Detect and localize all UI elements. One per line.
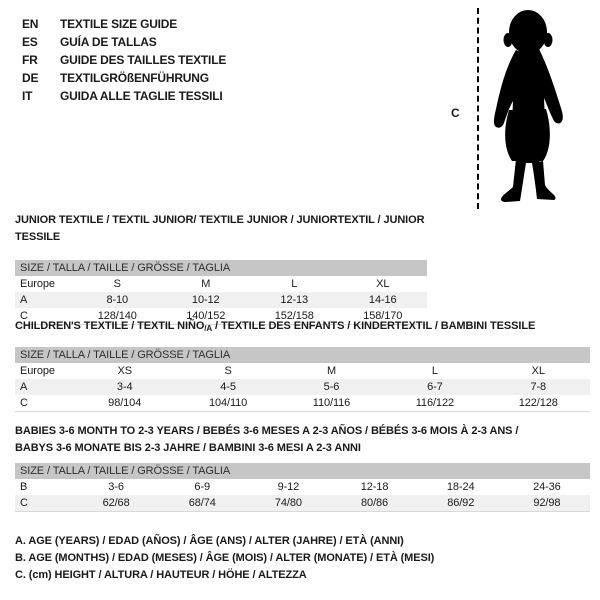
size-header: SIZE / TALLA / TAILLE / GRÖSSE / TAGLIA	[15, 463, 590, 479]
size-cell: 8-10	[106, 294, 129, 306]
children-size-table	[15, 347, 590, 412]
size-cell: 4-5	[220, 381, 236, 393]
title-text: BABYS 3-6 MONATE BIS 2-3 JAHRE / BAMBINI 3-6 MESI A 2-3 ANNI	[15, 442, 361, 454]
language-code: EN	[22, 17, 39, 31]
table-title	[15, 423, 590, 457]
table-title	[15, 318, 590, 337]
size-cell: 3-4	[116, 381, 133, 393]
table-title-line	[15, 423, 590, 440]
height-measure-label: C	[451, 106, 460, 120]
size-header: SIZE / TALLA / TAILLE / GRÖSSE / TAGLIA	[15, 260, 427, 276]
language-row	[22, 33, 226, 51]
size-cell: 12-13	[280, 294, 309, 306]
size-cell: 128/140	[73, 308, 162, 325]
footnotes	[15, 533, 434, 584]
language-title: TEXTILGRÖßENFÜHRUNG	[60, 71, 209, 85]
table-title-line	[15, 440, 590, 457]
row-label: A	[20, 294, 28, 306]
size-cell: 7-8	[530, 381, 547, 393]
language-title: TEXTILE SIZE GUIDE	[60, 17, 178, 31]
size-cell: 80/86	[331, 495, 417, 512]
table-title	[15, 212, 427, 246]
title-subscript: /A	[204, 324, 213, 333]
language-code: DE	[22, 71, 39, 85]
baby-silhouette-icon	[481, 8, 573, 207]
size-cell: 158/170	[339, 308, 428, 325]
size-cell: 14-16	[368, 294, 397, 306]
title-text: / TEXTILE DES ENFANTS / KINDERTEXTIL / BAMBINI TESSILE	[212, 320, 536, 332]
height-measure-line	[477, 8, 479, 209]
size-cell: 86/92	[418, 495, 504, 512]
language-code: IT	[22, 89, 33, 103]
size-cell: XL	[376, 278, 390, 290]
size-cell: 24-36	[533, 481, 561, 493]
babies-size-table	[15, 463, 590, 512]
size-cell: 92/98	[504, 495, 590, 512]
row-label: Europe	[20, 365, 55, 377]
size-cell: 62/68	[73, 495, 159, 512]
size-cell: 18-24	[446, 481, 475, 493]
size-cell: 3-6	[108, 481, 124, 493]
junior-size-table	[15, 260, 427, 325]
table-row	[15, 395, 590, 412]
row-label: C	[15, 395, 73, 412]
size-cell: 140/152	[162, 308, 251, 325]
language-code: FR	[22, 53, 38, 67]
table-row	[15, 363, 590, 379]
table-row	[15, 479, 590, 495]
size-cell: 98/104	[73, 395, 176, 412]
language-title: GUIDE DES TAILLES TEXTILE	[60, 53, 227, 67]
row-label: B	[20, 481, 28, 493]
size-cell: 5-6	[323, 381, 340, 393]
junior-textile-section	[15, 212, 427, 325]
table-title-line	[15, 318, 590, 337]
table-row	[15, 379, 590, 395]
size-cell: XL	[531, 365, 545, 377]
size-cell: 10-12	[191, 294, 220, 306]
title-text: CHILDREN'S TEXTILE / TEXTIL NIÑO	[15, 320, 205, 332]
size-cell: M	[201, 278, 211, 290]
size-cell: 74/80	[245, 495, 331, 512]
language-title: GUIDA ALLE TAGLIE TESSILI	[60, 89, 223, 103]
language-row	[22, 15, 226, 33]
note-line: A. AGE (YEARS) / EDAD (AÑOS) / ÂGE (ANS) / ALTER (JAHRE) / ETÀ (ANNI)	[15, 535, 404, 547]
size-cell: S	[113, 278, 121, 290]
size-cell: L	[431, 365, 438, 377]
size-cell: 116/122	[383, 395, 486, 412]
size-cell: 68/74	[159, 495, 245, 512]
babies-textile-section	[15, 423, 590, 512]
language-row	[22, 87, 226, 105]
table-title-line	[15, 212, 427, 246]
size-cell: L	[291, 278, 298, 290]
size-cell: S	[224, 365, 232, 377]
row-label: C	[15, 495, 73, 512]
row-label: A	[20, 381, 28, 393]
language-row	[22, 51, 226, 69]
title-text: JUNIOR TEXTILE / TEXTIL JUNIOR/ TEXTILE JUNIOR / JUNIORTEXTIL / JUNIOR TESSILE	[15, 214, 425, 243]
size-cell: 6-9	[194, 481, 211, 493]
table-row	[15, 292, 427, 308]
note-line: C. (cm) HEIGHT / ALTURA / HAUTEUR / HÖHE / ALTEZZA	[15, 569, 307, 581]
title-text: BABIES 3-6 MONTH TO 2-3 YEARS / BEBÉS 3-6 MESES A 2-3 AÑOS / BÉBÉS 3-6 MOIS À 2-3 ANS /	[15, 425, 519, 437]
children-textile-section	[15, 318, 590, 412]
language-title: GUÍA DE TALLAS	[60, 35, 157, 49]
language-row	[22, 69, 226, 87]
size-cell: XS	[117, 365, 132, 377]
size-cell: 110/116	[280, 395, 383, 412]
size-cell: M	[326, 365, 337, 377]
size-cell: 104/110	[176, 395, 279, 412]
size-header: SIZE / TALLA / TAILLE / GRÖSSE / TAGLIA	[15, 347, 590, 363]
table-row	[15, 276, 427, 292]
note-line: B. AGE (MONTHS) / EDAD (MESES) / ÂGE (MOIS) / ALTER (MONATE) / ETÀ (MESI)	[15, 552, 435, 564]
table-row	[15, 495, 590, 512]
language-guide	[22, 15, 226, 105]
size-cell: 152/158	[250, 308, 339, 325]
row-label: Europe	[20, 278, 55, 290]
size-cell: 12-18	[360, 481, 389, 493]
row-label: C	[15, 308, 73, 325]
language-code: ES	[22, 35, 38, 49]
size-cell: 122/128	[487, 395, 590, 412]
size-cell: 6-7	[427, 381, 443, 393]
size-cell: 9-12	[277, 481, 300, 493]
